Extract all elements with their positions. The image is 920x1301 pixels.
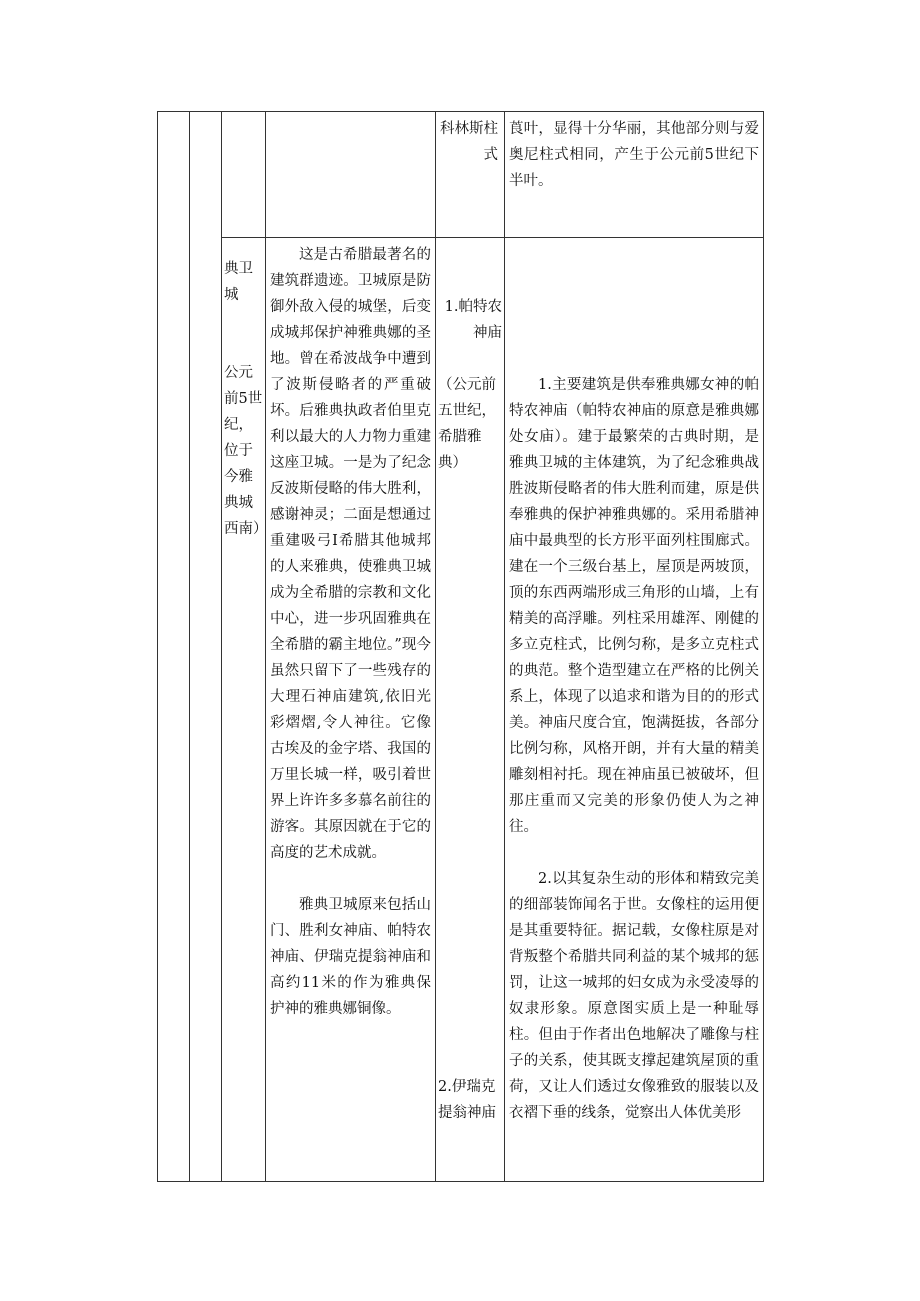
temple-desc-cell bbox=[505, 238, 764, 1182]
column-style-desc: 莨叶，显得十分华丽，其他部分则与爱奥尼柱式相同，产生于公元前5世纪下半叶。 bbox=[509, 121, 759, 189]
blank-col-1 bbox=[158, 112, 190, 1182]
temple1-desc: 1.主要建筑是供奉雅典娜女神的帕特农神庙（帕特农神庙的原意是雅典娜处女庙）。建于最繁荣的古典时期，是雅典卫城的主体建筑，为了纪念雅典战胜波斯侵略者的伟大胜利而建，原是供奉雅典的保护神雅典娜的。采用希腊神庙中最典型的长方形平面列柱围廊式。建在一个三级台基上，屋顶是两坡顶，顶的东西两端形成三角形的山墙，上有精美的高浮雕。列柱采用雄浑、刚健的多立克柱式，比例匀称，是多立克柱式的典范。整个造型建立在严格的比例关系上，体现了以追求和谐为目的的形式美。神庙尺度合宜，饱满挺拔，各部分比例匀称，风格开朗，并有大量的精美雕刻相衬托。现在神庙虽已被破坏，但那庄重而又完美的形象仍使人为之神往。 bbox=[509, 377, 759, 835]
table-row bbox=[158, 238, 764, 1182]
site-note: 公元前5世纪，位于今雅典城西南） bbox=[224, 365, 268, 537]
site-name: 典卫城 bbox=[224, 261, 253, 303]
blank-col-2 bbox=[190, 112, 222, 1182]
site-cell bbox=[222, 238, 266, 1182]
intro-paragraph-1: 这是古希腊最著名的建筑群遗迹。卫城原是防御外敌入侵的城堡，后变成城邦保护神雅典娜的圣地。曾在希波战争中遭到了波斯侵略者的严重破坏。后雅典执政者伯里克利以最大的人力物力重建这座卫城。一是为了纪念反波斯侵略的伟大胜利，感谢神灵；二面是想通过重建吸弓I希腊其他城邦的人来雅典，使雅典卫城成为全希腊的宗教和文化中心，进一步巩固雅典在全希腊的霸主地位。”现今虽然只留下了一些残存的大理石神庙建筑,依旧光彩熠熠,令人神往。它像古埃及的金字塔、我国的万里长城一样，吸引着世界上许许多多慕名前往的游客。其原因就在于它的高度的艺术成就。 bbox=[270, 247, 431, 861]
column-style-desc-cell bbox=[505, 112, 764, 238]
content-table bbox=[157, 111, 764, 1182]
temple1-note: （公元前五世纪，希腊雅典） bbox=[438, 377, 496, 471]
table-row bbox=[158, 112, 764, 238]
temple1-name: 1.帕特农神庙 bbox=[444, 299, 502, 341]
blank-cell bbox=[222, 112, 266, 238]
temple2-desc: 2.以其复杂生动的形体和精致完美的细部装饰闻名于世。女像柱的运用便是其重要特征。据记载，女像柱原是对背叛整个希腊共同利益的某个城邦的惩罚，让这一城邦的妇女成为永受凌辱的奴隶形象。原意图实质上是一种耻辱柱。但由于作者出色地解决了雕像与柱子的关系，使其既支撑起建筑屋顶的重荷，又让人们透过女像雅致的服装以及衣褶下垂的线条，觉察出人体优美形 bbox=[509, 871, 759, 1121]
intro-paragraph-2: 雅典卫城原来包括山门、胜利女神庙、帕特农神庙、伊瑞克提翁神庙和高约11米的作为雅典保护神的雅典娜铜像。 bbox=[270, 897, 431, 1017]
blank-cell bbox=[266, 112, 436, 238]
column-style-name-cell bbox=[436, 112, 505, 238]
temple2-name: 2.伊瑞克提翁神庙 bbox=[438, 1079, 496, 1121]
temple-names-cell bbox=[436, 238, 505, 1182]
intro-cell bbox=[266, 238, 436, 1182]
column-style-name: 科林斯柱式 bbox=[440, 121, 498, 163]
